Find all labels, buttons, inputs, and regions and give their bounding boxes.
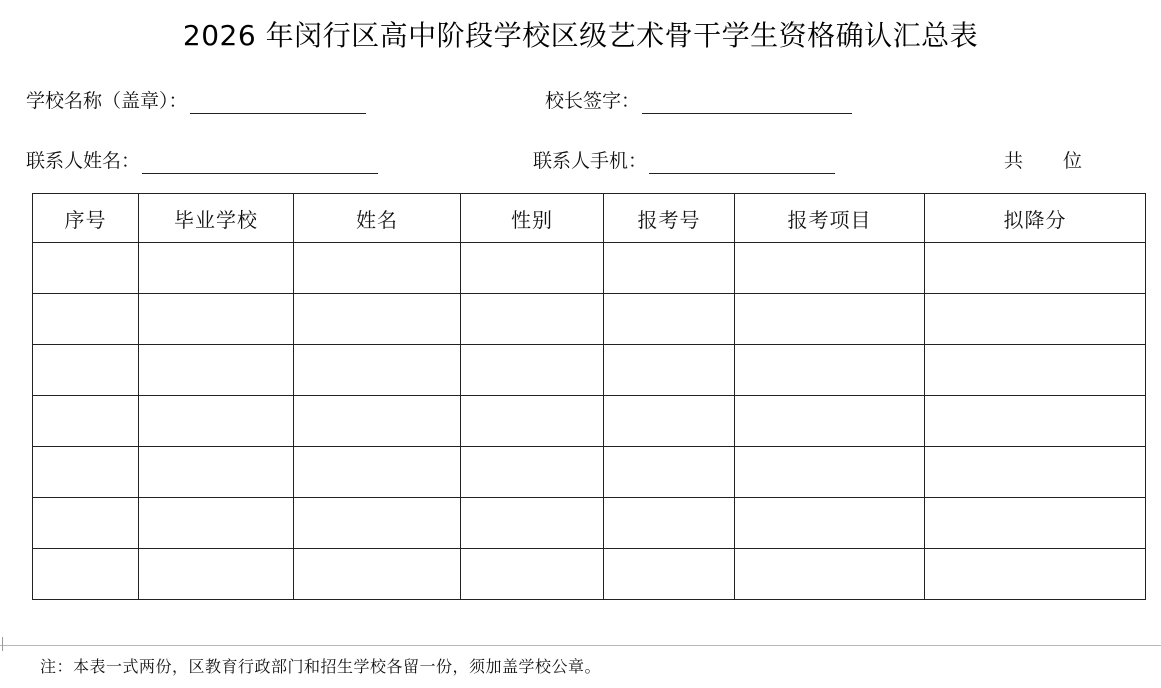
table-cell[interactable] <box>461 243 604 294</box>
table-cell[interactable] <box>461 447 604 498</box>
document-title: 2026 年闵行区高中阶段学校区级艺术骨干学生资格确认汇总表 <box>182 19 979 52</box>
table-cell[interactable] <box>33 549 139 600</box>
header-seq: 序号 <box>33 194 139 243</box>
table-cell[interactable] <box>33 345 139 396</box>
table-cell[interactable] <box>294 396 461 447</box>
table-cell[interactable] <box>925 345 1146 396</box>
school-name-blank[interactable] <box>190 91 366 114</box>
table-cell[interactable] <box>604 396 735 447</box>
table-body <box>33 243 1146 600</box>
table-cell[interactable] <box>604 498 735 549</box>
table-cell[interactable] <box>139 345 294 396</box>
table-cell[interactable] <box>925 294 1146 345</box>
table-cell[interactable] <box>461 549 604 600</box>
header-name: 姓名 <box>294 194 461 243</box>
table-cell[interactable] <box>294 447 461 498</box>
table-cell[interactable] <box>925 447 1146 498</box>
header-graduated-school: 毕业学校 <box>139 194 294 243</box>
table-cell[interactable] <box>604 549 735 600</box>
table-cell[interactable] <box>33 243 139 294</box>
table-row <box>33 294 1146 345</box>
table-cell[interactable] <box>294 294 461 345</box>
contact-phone-field <box>533 148 835 174</box>
table-cell[interactable] <box>604 243 735 294</box>
table-cell[interactable] <box>735 243 925 294</box>
table-row <box>33 396 1146 447</box>
table-cell[interactable] <box>735 447 925 498</box>
table-cell[interactable] <box>294 243 461 294</box>
table-cell[interactable] <box>735 396 925 447</box>
contact-name-blank[interactable] <box>142 151 378 174</box>
header-exam-number: 报考号 <box>604 194 735 243</box>
table-cell[interactable] <box>461 498 604 549</box>
table-row <box>33 345 1146 396</box>
contact-phone-blank[interactable] <box>649 151 835 174</box>
table-cell[interactable] <box>33 498 139 549</box>
table-cell[interactable] <box>33 396 139 447</box>
table-row <box>33 243 1146 294</box>
table-row <box>33 549 1146 600</box>
principal-signature-field <box>545 88 852 114</box>
footnote: 注：本表一式两份，区教育行政部门和招生学校各留一份，须加盖学校公章。 <box>40 657 602 676</box>
contact-phone-label: 联系人手机： <box>533 150 648 172</box>
table-cell[interactable] <box>604 447 735 498</box>
table-cell[interactable] <box>461 396 604 447</box>
total-suffix: 位 <box>1063 150 1083 172</box>
table-cell[interactable] <box>461 345 604 396</box>
table-cell[interactable] <box>735 498 925 549</box>
header-score-reduction: 拟降分 <box>925 194 1146 243</box>
table-cell[interactable] <box>139 294 294 345</box>
summary-table <box>32 193 1146 600</box>
header-gender: 性别 <box>461 194 604 243</box>
table-cell[interactable] <box>33 447 139 498</box>
table-row <box>33 447 1146 498</box>
table-cell[interactable] <box>33 294 139 345</box>
ruler-line <box>0 645 1161 646</box>
school-name-label: 学校名称（盖章）： <box>26 90 188 112</box>
table-cell[interactable] <box>294 498 461 549</box>
table-cell[interactable] <box>925 243 1146 294</box>
header-exam-item: 报考项目 <box>735 194 925 243</box>
total-count <box>1004 148 1082 174</box>
table-header-row <box>33 194 1146 243</box>
table-cell[interactable] <box>735 549 925 600</box>
table-cell[interactable] <box>139 396 294 447</box>
table-cell[interactable] <box>604 345 735 396</box>
table-cell[interactable] <box>139 243 294 294</box>
table-cell[interactable] <box>139 447 294 498</box>
table-cell[interactable] <box>139 549 294 600</box>
contact-name-field <box>26 148 378 174</box>
contact-name-label: 联系人姓名： <box>26 150 141 172</box>
table-cell[interactable] <box>925 396 1146 447</box>
table-cell[interactable] <box>735 345 925 396</box>
principal-signature-label: 校长签字： <box>545 90 641 112</box>
table-cell[interactable] <box>294 549 461 600</box>
table-cell[interactable] <box>294 345 461 396</box>
table-cell[interactable] <box>925 498 1146 549</box>
table-cell[interactable] <box>925 549 1146 600</box>
ruler-marker <box>2 637 3 651</box>
table-cell[interactable] <box>461 294 604 345</box>
total-prefix: 共 <box>1004 150 1024 172</box>
table-cell[interactable] <box>735 294 925 345</box>
table-row <box>33 498 1146 549</box>
principal-signature-blank[interactable] <box>642 91 852 114</box>
table-cell[interactable] <box>604 294 735 345</box>
school-name-field <box>26 88 366 114</box>
table-cell[interactable] <box>139 498 294 549</box>
